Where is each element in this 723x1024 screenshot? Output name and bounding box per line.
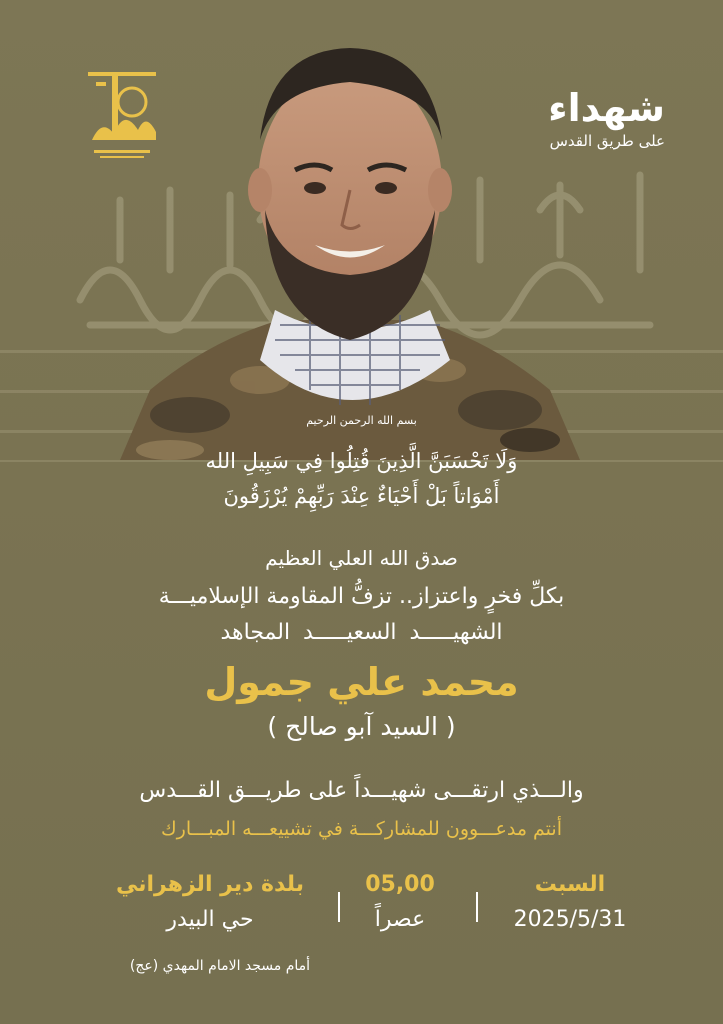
event-time-block [345, 872, 455, 932]
verse-line-1: وَلَا تَحْسَبَنَّ الَّذِينَ قُتِلُوا فِي سَبِيلِ الله [205, 449, 518, 473]
martyr-name: محمد علي جمول [204, 660, 519, 704]
martyr-portrait [110, 20, 590, 460]
event-district: حي البيدر [166, 907, 254, 932]
divider [338, 892, 340, 922]
event-date-block [500, 872, 640, 932]
ascension-line: والـــذي ارتقـــى شهيـــداً على طريـــق القـــدس [139, 778, 584, 803]
brand-title: شهداء [548, 86, 665, 130]
divider [476, 892, 478, 922]
event-location-block [100, 872, 320, 932]
martyr-title: الشهيـــــد السعيـــــد المجاهد [220, 620, 503, 645]
event-date: 2025/5/31 [513, 907, 627, 932]
event-period: عصراً [374, 907, 426, 932]
event-venue: أمام مسجد الامام المهدي (عج) [129, 958, 311, 974]
announcement-line: بكلِّ فخرٍ واعتزاز.. تزفُّ المقاومة الإسلاميـــة [158, 584, 565, 609]
event-time: 05,00 [365, 872, 435, 897]
event-town: بلدة دير الزهراني [116, 872, 304, 897]
basmala: بسم الله الرحمن الرحيم [306, 414, 417, 427]
martyr-kunya: ( السيد آبو صالح ) [267, 712, 456, 741]
funeral-invitation: أنتم مدعـــوون للمشاركـــة في تشييعـــه المبـــارك [161, 818, 562, 840]
verse-line-2: أَمْوَاتاً بَلْ أَحْيَاءٌ عِنْدَ رَبِّهِمْ يُرْزَقُونَ [223, 484, 500, 508]
brand-subtitle: على طريق القدس [549, 132, 665, 150]
event-day: السبت [534, 872, 606, 897]
verse-closing: صدق الله العلي العظيم [265, 546, 458, 570]
